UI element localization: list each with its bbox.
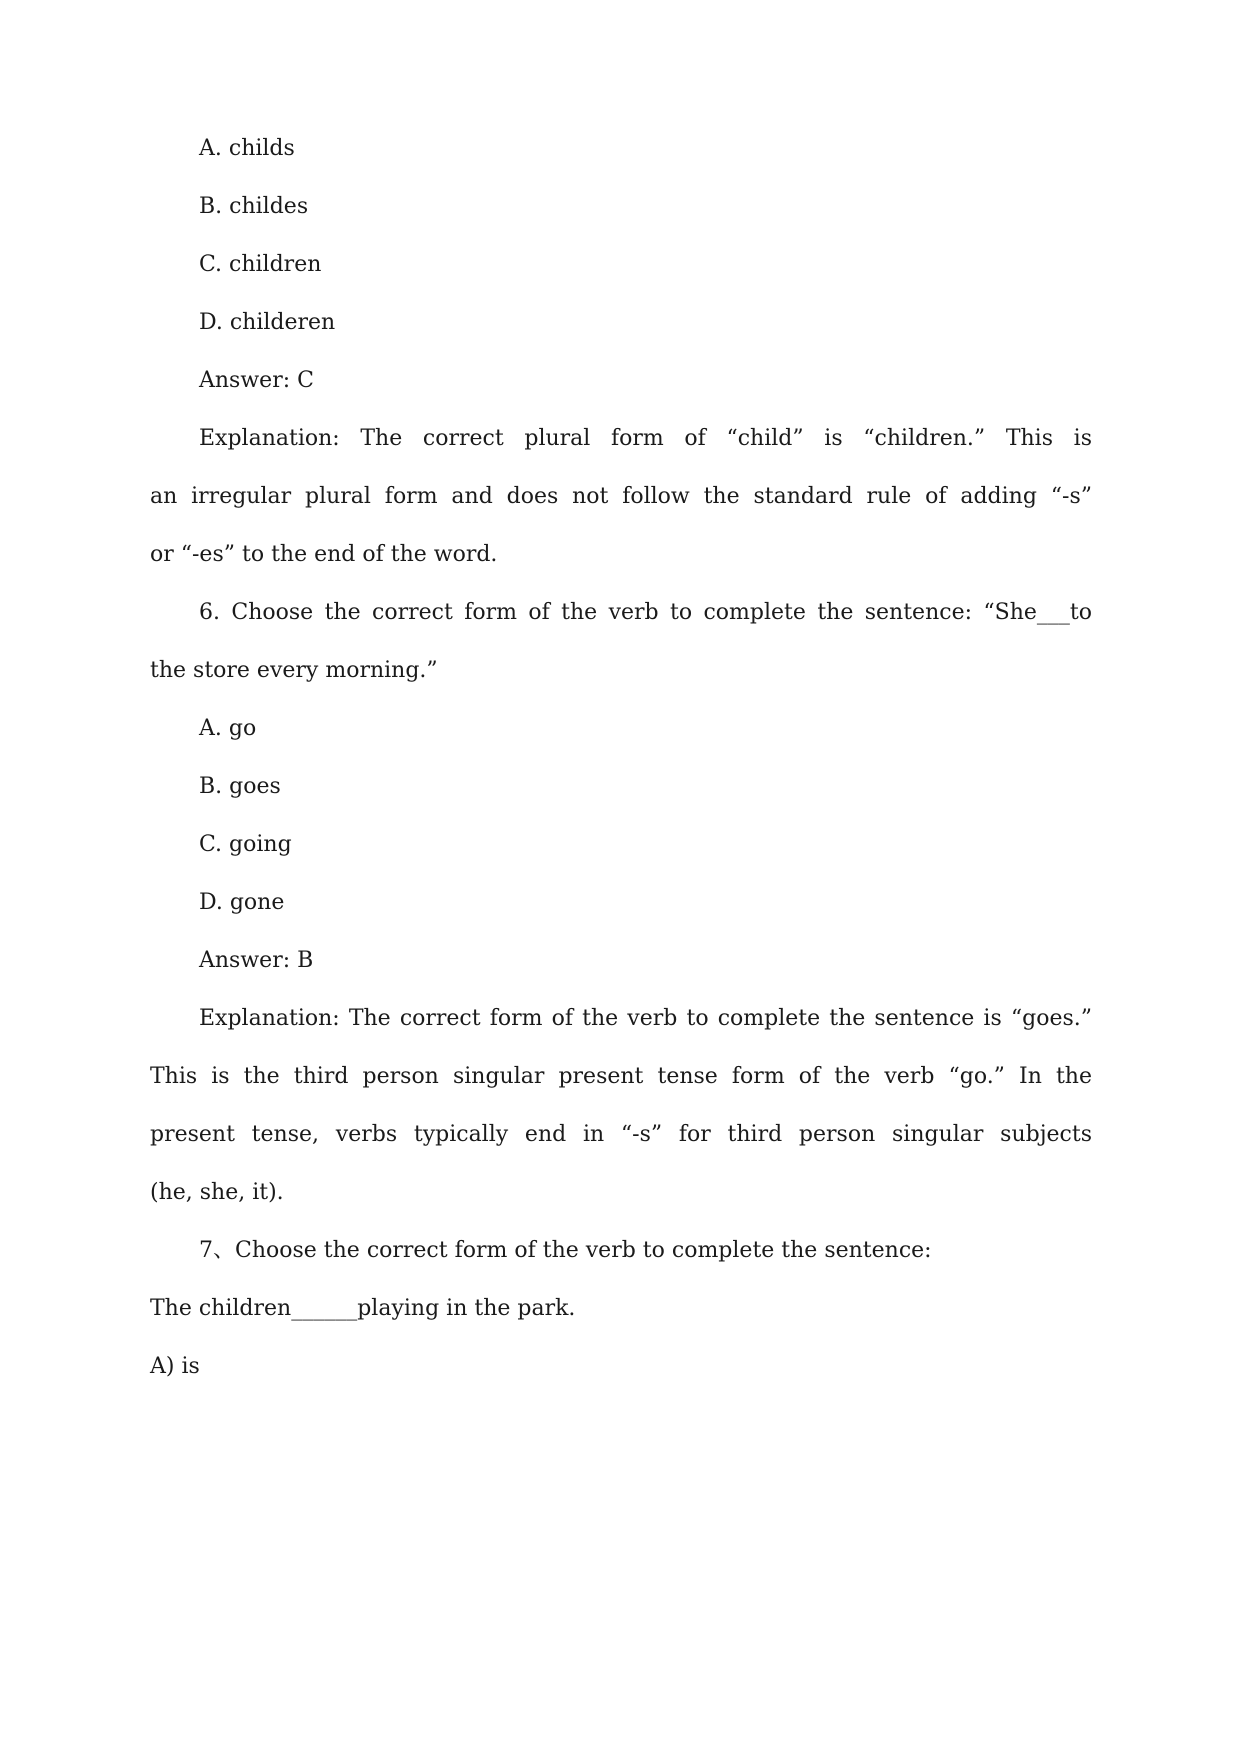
q6-question-line-2: the store every morning.” [150, 658, 438, 683]
q6-option-b: B. goes [199, 774, 281, 799]
q7-question-line-1: 7、Choose the correct form of the verb to complete the sentence: [199, 1238, 932, 1263]
q6-explanation-line-1: Explanation: The correct form of the verb to complete the sentence is “goes.” [199, 1006, 1092, 1031]
q5-explanation-line-3: or “-es” to the end of the word. [150, 542, 498, 567]
q6-option-a: A. go [199, 716, 257, 741]
q6-option-c: C. going [199, 832, 292, 857]
q7-option-a: A) is [150, 1354, 200, 1379]
q5-explanation-line-1: Explanation: The correct plural form of “child” is “children.” This is [199, 426, 1092, 451]
q6-answer: Answer: B [199, 948, 314, 973]
q6-explanation-line-4: (he, she, it). [150, 1180, 284, 1205]
q7-question-line-2: The children______playing in the park. [150, 1296, 576, 1321]
q6-option-d: D. gone [199, 890, 285, 915]
q5-option-c: C. children [199, 252, 322, 277]
q6-explanation-line-2: This is the third person singular present tense form of the verb “go.” In the [150, 1064, 1092, 1089]
q6-explanation-line-3: present tense, verbs typically end in “-s” for third person singular subjects [150, 1122, 1092, 1147]
q6-question-line-1: 6. Choose the correct form of the verb to complete the sentence: “She___to [199, 600, 1092, 625]
q5-option-b: B. childes [199, 194, 309, 219]
q5-option-a: A. childs [199, 136, 295, 161]
q5-answer: Answer: C [199, 368, 314, 393]
q5-option-d: D. childeren [199, 310, 336, 335]
q5-explanation-line-2: an irregular plural form and does not follow the standard rule of adding “-s” [150, 484, 1092, 509]
